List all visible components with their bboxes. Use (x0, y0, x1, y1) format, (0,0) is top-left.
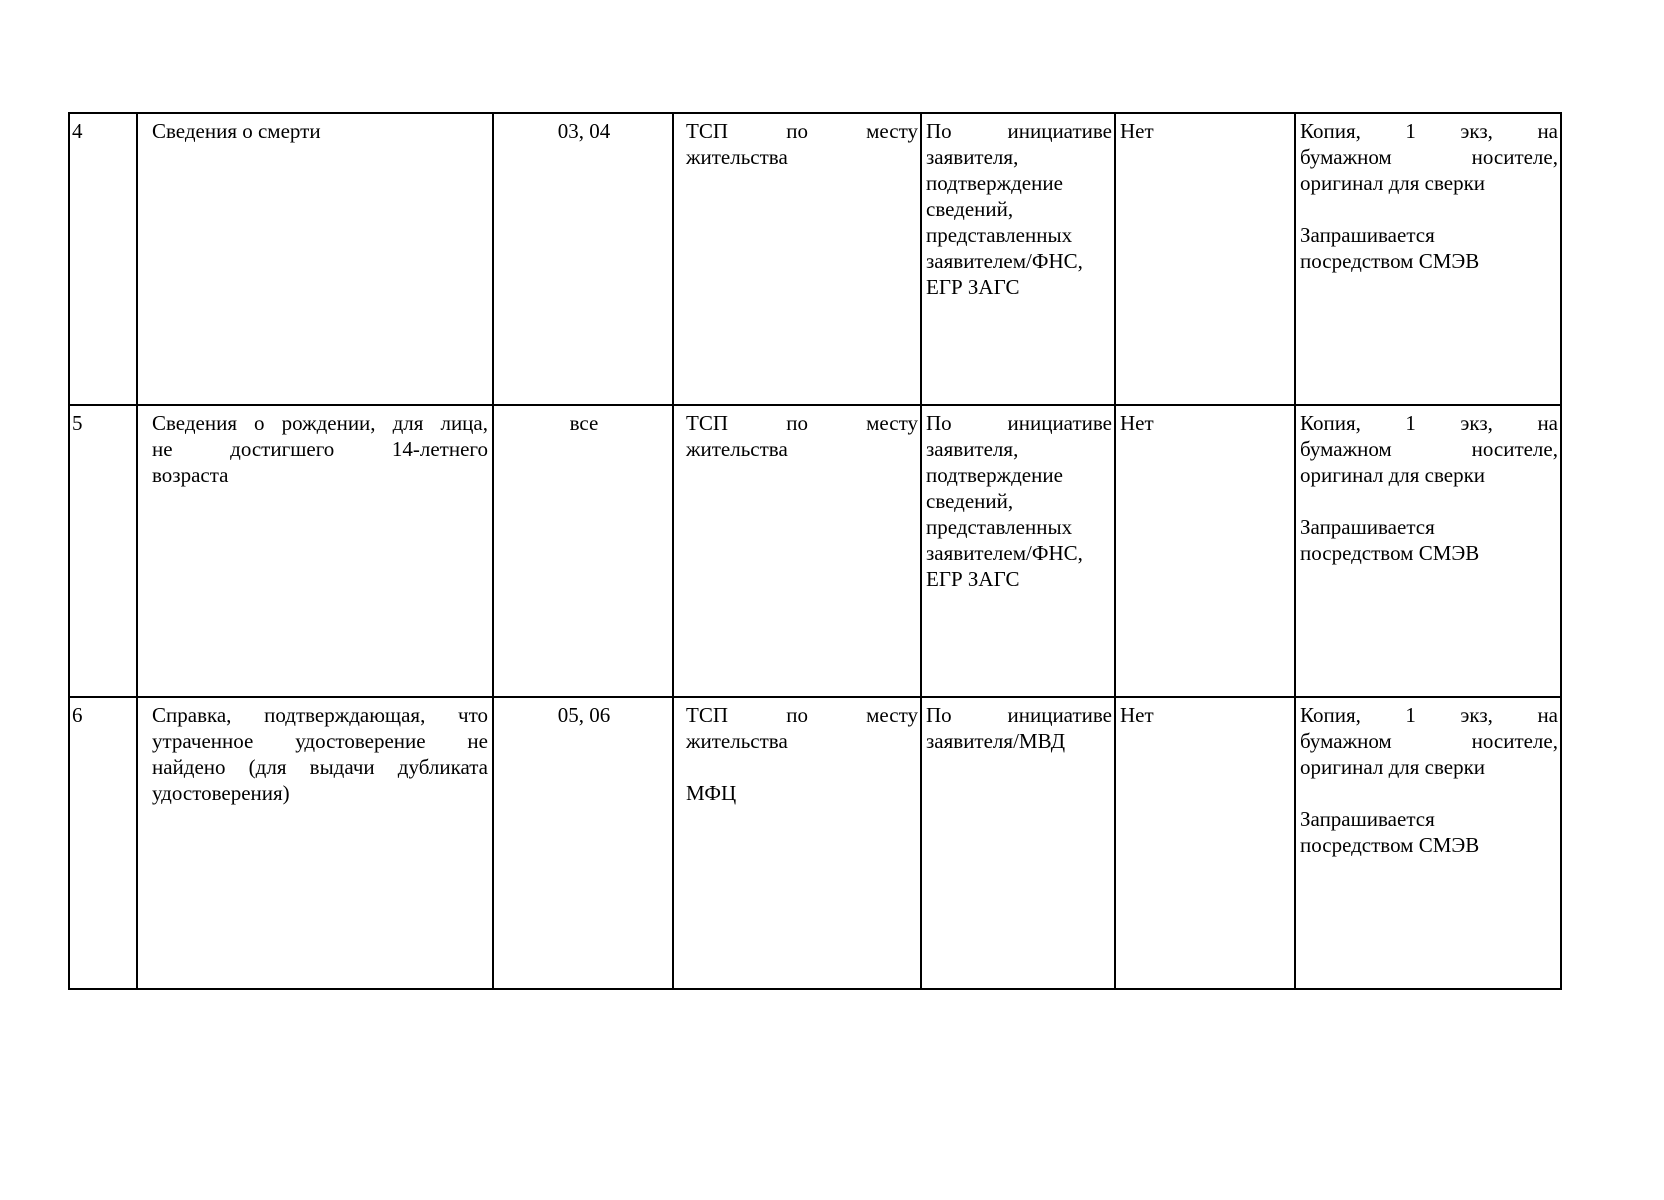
basis-line: ЕГР ЗАГС (926, 567, 1020, 591)
basis-cell (921, 697, 1115, 989)
basis-line: заявителя, (926, 437, 1019, 461)
document-name-cell (137, 697, 493, 989)
table-row (69, 697, 1561, 989)
format-note-line: Запрашивается (1300, 807, 1435, 831)
document-name-line: Справка, подтверждающая, что (152, 703, 488, 727)
format-line: Копия, 1 экз, на (1300, 703, 1558, 727)
table-row (69, 405, 1561, 697)
format-line: Копия, 1 экз, на (1300, 119, 1558, 143)
basis-line: представленных (926, 223, 1073, 247)
format-note-line: посредством СМЭВ (1300, 833, 1480, 857)
place-line: ТСП по месту (686, 703, 918, 727)
basis-line: ЕГР ЗАГС (926, 275, 1020, 299)
format-note-line: посредством СМЭВ (1300, 249, 1480, 273)
documents-table (68, 112, 1562, 990)
place-line: ТСП по месту (686, 411, 918, 435)
basis-line: сведений, (926, 489, 1014, 513)
format-line: Копия, 1 экз, на (1300, 411, 1558, 435)
format-note-line: Запрашивается (1300, 515, 1435, 539)
spacer (1300, 488, 1558, 514)
codes-cell: 03, 04 (493, 113, 673, 405)
codes-cell: 05, 06 (493, 697, 673, 989)
row-number: 4 (69, 113, 137, 405)
place-line: жительства (686, 729, 788, 753)
place-cell (673, 113, 921, 405)
format-line: оригинал для сверки (1300, 171, 1486, 195)
row-number: 6 (69, 697, 137, 989)
document-name-cell (137, 113, 493, 405)
basis-line: сведений, (926, 197, 1014, 221)
spacer (1300, 780, 1558, 806)
row-number: 5 (69, 405, 137, 697)
basis-line: представленных (926, 515, 1073, 539)
place-line: жительства (686, 437, 788, 461)
place-cell (673, 405, 921, 697)
format-line: бумажном носителе, (1300, 729, 1558, 753)
spacer (686, 754, 918, 780)
format-cell (1295, 697, 1561, 989)
spacer (1300, 196, 1558, 222)
document-name-line: удостоверения) (152, 781, 290, 805)
place-cell (673, 697, 921, 989)
document-name-line: найдено (для выдачи дубликата (152, 755, 488, 779)
basis-cell (921, 405, 1115, 697)
table-row (69, 113, 1561, 405)
basis-line: заявителем/ФНС, (926, 541, 1083, 565)
document-name-line: утраченное удостоверение не (152, 729, 488, 753)
place-line: ТСП по месту (686, 119, 918, 143)
format-cell (1295, 113, 1561, 405)
basis-line: заявителя/МВД (926, 729, 1066, 753)
format-line: бумажном носителе, (1300, 437, 1558, 461)
basis-line: подтверждение (926, 463, 1063, 487)
basis-line: заявителем/ФНС, (926, 249, 1083, 273)
document-name-cell (137, 405, 493, 697)
format-note-line: посредством СМЭВ (1300, 541, 1480, 565)
basis-line: По инициативе (926, 411, 1112, 435)
document-name-line: возраста (152, 463, 229, 487)
place-line: жительства (686, 145, 788, 169)
required-cell: Нет (1115, 405, 1295, 697)
format-note-line: Запрашивается (1300, 223, 1435, 247)
basis-line: подтверждение (926, 171, 1063, 195)
format-line: оригинал для сверки (1300, 755, 1486, 779)
basis-line: По инициативе (926, 703, 1112, 727)
required-cell: Нет (1115, 113, 1295, 405)
codes-cell: все (493, 405, 673, 697)
format-line: оригинал для сверки (1300, 463, 1486, 487)
document-name-line: Сведения о смерти (152, 119, 321, 143)
format-line: бумажном носителе, (1300, 145, 1558, 169)
basis-line: По инициативе (926, 119, 1112, 143)
basis-line: заявителя, (926, 145, 1019, 169)
basis-cell (921, 113, 1115, 405)
required-cell: Нет (1115, 697, 1295, 989)
format-cell (1295, 405, 1561, 697)
place-extra: МФЦ (686, 781, 737, 805)
document-name-line: Сведения о рождении, для лица, (152, 411, 488, 435)
document-name-line: не достигшего 14-летнего (152, 437, 488, 461)
